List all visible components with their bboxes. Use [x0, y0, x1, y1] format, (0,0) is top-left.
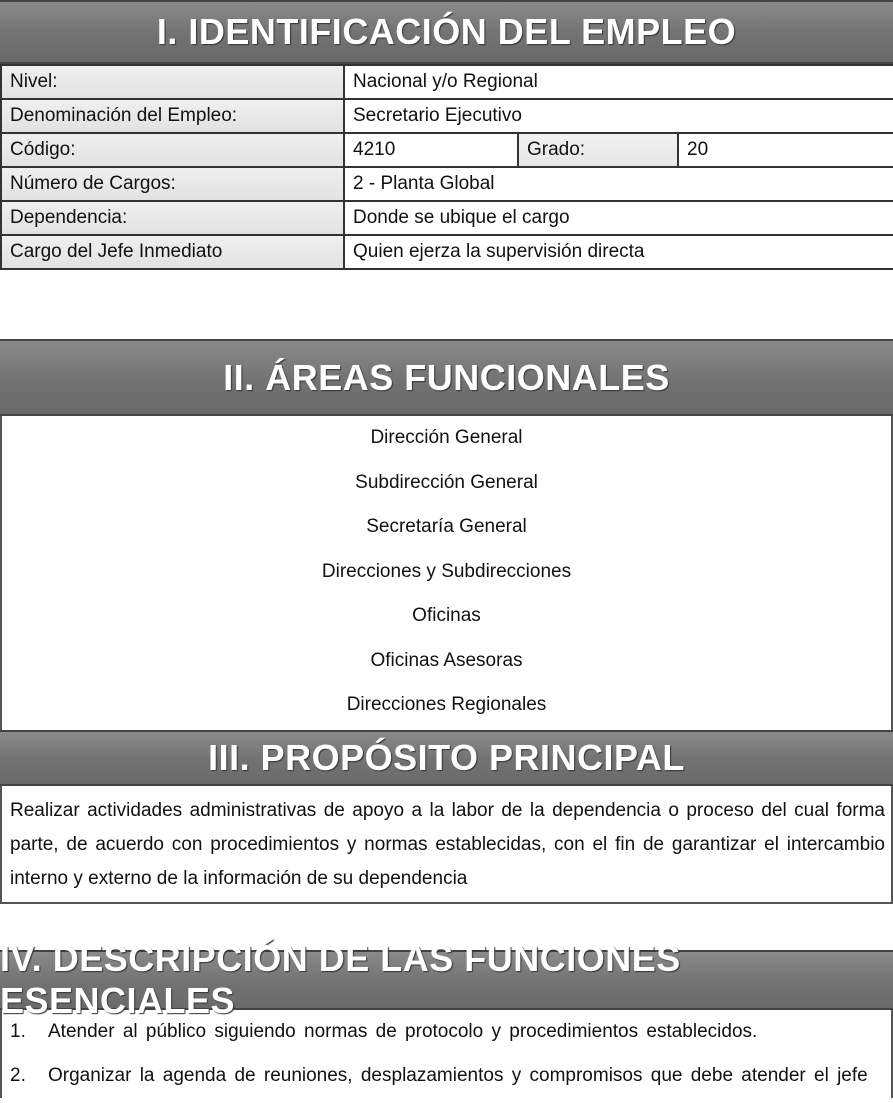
functional-areas-list: [0, 416, 893, 730]
list-item: Subdirección General: [355, 471, 538, 493]
list-item: [2, 1054, 891, 1098]
section-3-header: [0, 730, 893, 786]
grade-label: Grado:: [518, 133, 678, 167]
item-text: Organizar la agenda de reuniones, desplazamientos y compromisos que debe atender el jefe: [48, 1065, 868, 1086]
table-row: [1, 201, 893, 235]
positions-count-label: Número de Cargos:: [1, 167, 344, 201]
section-2-title: II. ÁREAS FUNCIONALES: [223, 356, 670, 398]
job-title-label: Denominación del Empleo:: [1, 99, 344, 133]
table-row: [1, 167, 893, 201]
supervisor-value: Quien ejerza la supervisión directa: [344, 235, 893, 269]
item-number: 1.: [10, 1021, 26, 1042]
list-item: Direcciones Regionales: [346, 694, 547, 715]
identification-table: [0, 64, 893, 270]
job-title-value: Secretario Ejecutivo: [344, 99, 893, 133]
table-row: [1, 99, 893, 133]
list-item: Oficinas: [412, 605, 481, 626]
grade-value: 20: [678, 133, 893, 167]
essential-functions-list: [0, 1010, 893, 1098]
supervisor-label: Cargo del Jefe Inmediato: [1, 235, 344, 269]
section-4-header: [0, 938, 893, 1021]
item-text: Atender al público siguiendo normas de protocolo y procedimientos establecidos.: [48, 1021, 758, 1042]
list-item: Dirección General: [370, 427, 523, 448]
positions-count-value: 2 - Planta Global: [344, 167, 893, 201]
table-row: [1, 133, 893, 167]
table-row: [1, 235, 893, 269]
item-number: 2.: [10, 1065, 26, 1086]
code-value: 4210: [344, 133, 518, 167]
section-2-header: [0, 339, 893, 416]
section-1-title: I. IDENTIFICACIÓN DEL EMPLEO: [156, 11, 737, 52]
main-purpose-text: Realizar actividades administrativas de apoyo a la labor de la dependencia o proceso del cual forma parte, de acuerdo con procedimientos y normas establecidas, con el fin de garantizar el intercambio interno y externo de la información de su dependencia: [0, 786, 893, 904]
code-label: Código:: [1, 133, 344, 167]
list-item: Secretaría General: [366, 516, 527, 537]
dependency-label: Dependencia:: [1, 201, 344, 235]
table-row: [1, 65, 893, 99]
list-item: [2, 1010, 891, 1054]
level-label: Nivel:: [1, 65, 344, 99]
level-value: Nacional y/o Regional: [344, 65, 893, 99]
section-3-title: III. PROPÓSITO PRINCIPAL: [208, 737, 685, 778]
dependency-value: Donde se ubique el cargo: [344, 201, 893, 235]
list-item: Oficinas Asesoras: [370, 649, 523, 671]
list-item: Direcciones y Subdirecciones: [321, 560, 572, 582]
section-1-header: [0, 0, 893, 64]
section-4-title: IV. DESCRIPCIÓN DE LAS FUNCIONES ESENCIALES: [0, 938, 681, 1021]
